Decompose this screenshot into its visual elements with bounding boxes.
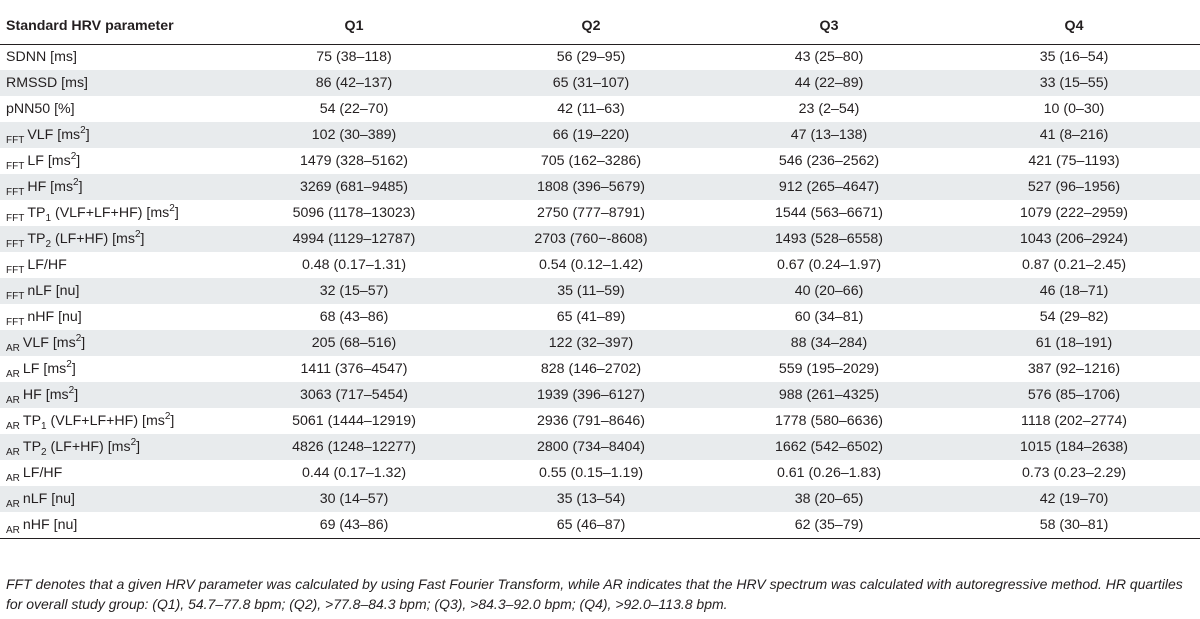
parameter-name: HF [ms [22, 387, 69, 403]
table-row [0, 122, 1200, 148]
header-q2: Q2 [472, 8, 710, 44]
unit-superscript: 2 [164, 411, 171, 422]
q3-value-cell: 1778 (580–6636) [774, 413, 884, 429]
table-row [0, 304, 1200, 330]
q2-value-cell: 2750 (777–8791) [536, 205, 646, 221]
parameter-cell [0, 70, 236, 96]
unit-close: ] [81, 335, 86, 351]
table-row [0, 278, 1200, 304]
parameter-name: nHF [nu] [22, 516, 78, 533]
unit-close: ] [74, 387, 79, 403]
method-prefix: FFT [6, 135, 25, 146]
q4-value-cell: 0.73 (0.23–2.29) [1021, 465, 1127, 481]
q3-value-cell: 40 (20–66) [794, 283, 864, 299]
parameter-name-rest: (VLF+LF+HF) [ms [51, 205, 170, 221]
method-prefix: FFT [6, 239, 25, 250]
q4-value-cell: 46 (18–71) [1039, 283, 1109, 299]
q3-value-cell: 988 (261–4325) [778, 387, 880, 403]
unit-close: ] [170, 413, 175, 429]
method-prefix: AR [6, 395, 20, 406]
q2-value-cell: 56 (29–95) [556, 49, 626, 66]
q4-value-cell: 33 (15–55) [1039, 75, 1109, 91]
q1-value-cell: 68 (43–86) [319, 309, 389, 325]
method-prefix: AR [6, 499, 20, 510]
parameter-name: RMSSD [ms] [6, 75, 88, 91]
unit-superscript: 2 [68, 385, 75, 396]
q1-value-cell: 86 (42–137) [315, 75, 393, 91]
q2-value-cell: 1808 (396–5679) [536, 179, 646, 195]
q3-value-cell: 0.67 (0.24–1.97) [776, 257, 882, 273]
method-prefix: FFT [6, 213, 25, 224]
q3-value-cell: 1662 (542–6502) [774, 439, 884, 455]
q1-value-cell: 3269 (681–9485) [299, 179, 409, 195]
table-row [0, 330, 1200, 356]
parameter-name-rest: (LF+HF) [ms [46, 439, 131, 455]
parameter-name: VLF [ms [27, 127, 81, 143]
table-row [0, 96, 1200, 122]
q4-value-cell: 42 (19–70) [1039, 491, 1109, 507]
q1-value-cell: 69 (43–86) [236, 512, 472, 538]
method-prefix: FFT [6, 187, 25, 198]
parameter-cell [0, 330, 236, 356]
parameter-name: VLF [ms [22, 335, 76, 351]
q4-value-cell: 1043 (206–2924) [1019, 231, 1129, 247]
table-footnote: FFT denotes that a given HRV parameter was calculated by using Fast Fourier Transform, while AR indicates that the HRV spectrum was calculated with autoregressive method. HR quartiles for overall study group: (Q1), 54.7–77.8 bpm; (Q2), >77.8–84.3 bpm; (Q3), >84.3–92.0 bpm; (Q4), >92.0–113.8 bpm. [6, 576, 1183, 612]
q2-value-cell: 122 (32–397) [548, 335, 634, 351]
table-row [0, 44, 1200, 70]
q4-value-cell: 527 (96–1956) [1027, 179, 1121, 195]
parameter-cell [0, 512, 236, 538]
method-prefix: FFT [6, 291, 25, 302]
header-row [0, 8, 1200, 44]
parameter-name: nLF [nu] [22, 491, 75, 507]
parameter-cell [0, 408, 236, 434]
q3-value-cell: 44 (22–89) [794, 75, 864, 91]
q3-value-cell: 88 (34–284) [790, 335, 868, 351]
table-row [0, 356, 1200, 382]
unit-superscript: 2 [134, 229, 141, 240]
q1-value-cell: 0.48 (0.17–1.31) [301, 257, 407, 273]
unit-superscript: 2 [70, 151, 77, 162]
header-parameter: Standard HRV parameter [0, 8, 236, 44]
parameter-subscript: 2 [41, 447, 47, 458]
method-prefix: FFT [6, 265, 25, 276]
parameter-name: nLF [nu] [27, 283, 80, 299]
parameter-cell [0, 434, 236, 460]
q4-value-cell: 0.87 (0.21–2.45) [1021, 257, 1127, 273]
q2-value-cell: 65 (31–107) [552, 75, 630, 91]
q4-value-cell: 10 (0–30) [1043, 101, 1105, 117]
parameter-subscript: 1 [45, 213, 52, 224]
method-prefix: FFT [6, 317, 25, 328]
table-row [0, 434, 1200, 460]
q1-value-cell: 75 (38–118) [316, 49, 392, 66]
q2-value-cell: 2703 (760−-8608) [534, 231, 648, 247]
q1-value-cell: 4826 (1248–12277) [292, 439, 416, 455]
q3-value-cell: 912 (265–4647) [778, 179, 880, 195]
q4-value-cell: 41 (8–216) [1039, 127, 1109, 143]
q1-value-cell: 3063 (717–5454) [299, 387, 409, 403]
method-prefix: FFT [6, 161, 25, 172]
parameter-name: TP [27, 205, 46, 221]
header-q4: Q4 [948, 8, 1200, 44]
method-prefix: AR [6, 473, 20, 484]
parameter-cell [0, 486, 236, 512]
unit-close: ] [140, 231, 145, 247]
parameter-name: TP [27, 231, 46, 247]
table-row [0, 148, 1200, 174]
parameter-subscript: 1 [41, 421, 47, 432]
q2-value-cell: 0.54 (0.12–1.42) [538, 257, 644, 273]
unit-superscript: 2 [169, 203, 175, 214]
header-q3: Q3 [710, 8, 948, 44]
unit-superscript: 2 [80, 125, 86, 136]
q4-value-cell: 387 (92–1216) [1027, 361, 1121, 377]
q1-value-cell: 54 (22–70) [319, 101, 389, 117]
table-row [0, 382, 1200, 408]
unit-superscript: 2 [75, 333, 82, 344]
q3-value-cell: 38 (20–65) [794, 491, 864, 507]
parameter-name: SDNN [ms] [6, 49, 77, 66]
table-row [0, 408, 1200, 434]
q1-value-cell: 5096 (1178–13023) [292, 205, 416, 221]
q3-value-cell: 1544 (563–6671) [774, 205, 884, 221]
q3-value-cell: 23 (2–54) [798, 101, 860, 117]
q4-value-cell: 1079 (222–2959) [1019, 205, 1129, 221]
q1-value-cell: 32 (15–57) [319, 283, 389, 299]
q2-value-cell: 2800 (734–8404) [536, 439, 646, 455]
q4-value-cell: 576 (85–1706) [1027, 387, 1121, 403]
unit-close: ] [136, 439, 141, 455]
q4-value-cell: 1015 (184–2638) [1019, 439, 1129, 455]
parameter-cell [0, 174, 236, 200]
parameter-subscript: 2 [45, 239, 52, 250]
q2-value-cell: 35 (13–54) [556, 491, 626, 507]
parameter-name: pNN50 [%] [6, 101, 75, 117]
method-prefix: AR [6, 343, 20, 354]
parameter-name: LF/HF [22, 465, 63, 481]
unit-superscript: 2 [66, 359, 72, 370]
q3-value-cell: 546 (236–2562) [778, 153, 880, 169]
parameter-cell [0, 226, 236, 252]
parameter-cell [0, 44, 236, 70]
method-prefix: AR [6, 421, 20, 432]
hrv-table [0, 8, 1200, 539]
header-q1: Q1 [236, 8, 472, 44]
q3-value-cell: 1493 (528–6558) [774, 231, 884, 247]
q1-value-cell: 30 (14–57) [319, 491, 389, 507]
q2-value-cell: 42 (11–63) [557, 101, 625, 117]
method-prefix: AR [6, 524, 20, 536]
q2-value-cell: 65 (41–89) [556, 309, 626, 325]
unit-close: ] [85, 127, 90, 143]
q3-value-cell: 47 (13–138) [790, 127, 868, 143]
q1-value-cell: 0.44 (0.17–1.32) [301, 465, 407, 481]
q3-value-cell: 559 (195–2029) [778, 361, 880, 377]
q1-value-cell: 205 (68–516) [311, 335, 397, 351]
q4-value-cell: 61 (18–191) [1035, 335, 1113, 351]
q4-value-cell: 35 (16–54) [1039, 49, 1109, 66]
unit-close: ] [174, 205, 179, 221]
table-row [0, 174, 1200, 200]
q3-value-cell: 60 (34–81) [794, 309, 864, 325]
parameter-cell [0, 382, 236, 408]
q2-value-cell: 1939 (396–6127) [536, 387, 646, 403]
q4-value-cell: 54 (29–82) [1039, 309, 1109, 325]
parameter-name: LF/HF [27, 257, 67, 273]
parameter-name: nHF [nu] [27, 309, 82, 325]
parameter-cell [0, 148, 236, 174]
parameter-name-rest: (VLF+LF+HF) [ms [46, 413, 165, 429]
parameter-cell [0, 122, 236, 148]
q2-value-cell: 0.55 (0.15–1.19) [538, 465, 644, 481]
q4-value-cell: 421 (75–1193) [1028, 153, 1120, 169]
unit-superscript: 2 [130, 437, 137, 448]
parameter-name-rest: (LF+HF) [ms [51, 231, 135, 247]
parameter-name: LF [ms [27, 153, 71, 169]
parameter-name: HF [ms [27, 179, 74, 195]
q3-value-cell: 0.61 (0.26–1.83) [776, 465, 882, 481]
table-body [0, 44, 1200, 538]
method-prefix: AR [6, 369, 20, 380]
table-row [0, 252, 1200, 278]
q1-value-cell: 102 (30–389) [311, 127, 397, 143]
q4-value-cell: 58 (30–81) [948, 512, 1200, 538]
q1-value-cell: 1411 (376–4547) [300, 361, 408, 377]
q2-value-cell: 66 (19–220) [552, 127, 630, 143]
q2-value-cell: 705 (162–3286) [540, 153, 642, 169]
q1-value-cell: 1479 (328–5162) [299, 153, 409, 169]
unit-superscript: 2 [73, 177, 79, 188]
parameter-cell [0, 200, 236, 226]
parameter-name: TP [22, 413, 42, 429]
unit-close: ] [78, 179, 83, 195]
method-prefix: AR [6, 447, 20, 458]
unit-close: ] [71, 361, 76, 377]
parameter-name: LF [ms [22, 361, 67, 377]
q2-value-cell: 828 (146–2702) [540, 361, 642, 377]
parameter-cell [0, 96, 236, 122]
table-row [0, 70, 1200, 96]
parameter-cell [0, 278, 236, 304]
q2-value-cell: 65 (46–87) [472, 512, 710, 538]
table-row [0, 200, 1200, 226]
parameter-cell [0, 356, 236, 382]
parameter-cell [0, 304, 236, 330]
q3-value-cell: 62 (35–79) [710, 512, 948, 538]
q2-value-cell: 35 (11–59) [557, 283, 625, 299]
parameter-cell [0, 252, 236, 278]
table-row [0, 512, 1200, 538]
q1-value-cell: 5061 (1444–12919) [292, 413, 416, 429]
table-row [0, 460, 1200, 486]
table-row [0, 486, 1200, 512]
q1-value-cell: 4994 (1129–12787) [292, 231, 416, 247]
parameter-name: TP [22, 439, 42, 455]
unit-close: ] [76, 153, 81, 169]
parameter-cell [0, 460, 236, 486]
q3-value-cell: 43 (25–80) [794, 49, 864, 66]
q4-value-cell: 1118 (202–2774) [1021, 413, 1127, 429]
table-row [0, 226, 1200, 252]
q2-value-cell: 2936 (791–8646) [536, 413, 646, 429]
